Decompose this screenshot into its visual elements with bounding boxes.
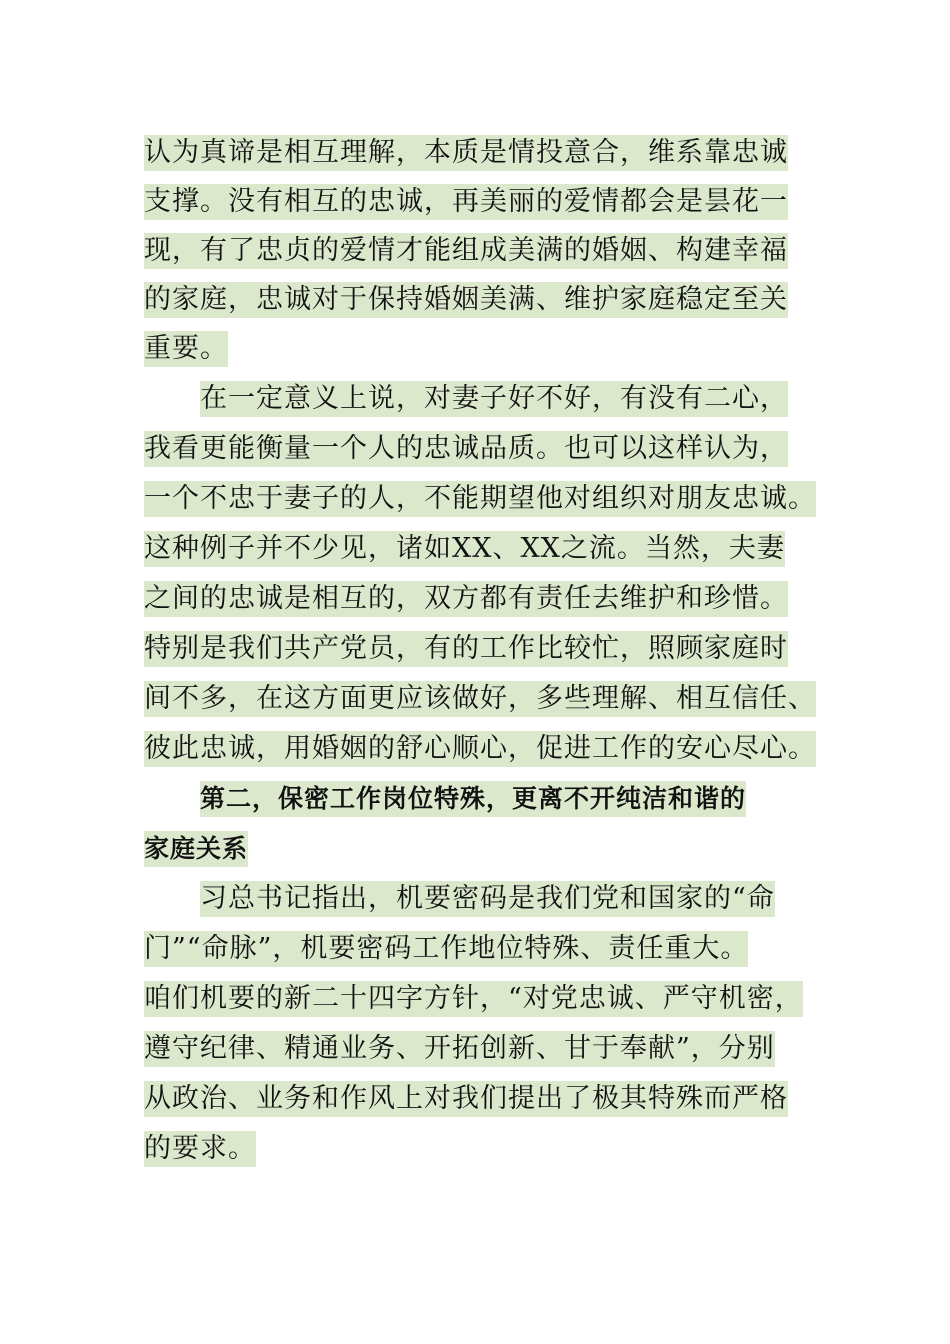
- section-heading: 家庭关系: [144, 831, 248, 867]
- text-line: 认为真谛是相互理解，本质是情投意合，维系靠忠诚: [144, 135, 788, 171]
- text-line: 之间的忠诚是相互的，双方都有责任去维护和珍惜。: [144, 581, 788, 617]
- text-line: 的家庭，忠诚对于保持婚姻美满、维护家庭稳定至关: [144, 282, 788, 318]
- text-line: 从政治、业务和作风上对我们提出了极其特殊而严格: [144, 1081, 788, 1117]
- text-line: 现，有了忠贞的爱情才能组成美满的婚姻、构建幸福: [144, 233, 788, 269]
- text-line: 重要。: [144, 331, 228, 367]
- text-line: 门”“命脉”，机要密码工作地位特殊、责任重大。: [144, 931, 748, 967]
- text-line: 我看更能衡量一个人的忠诚品质。也可以这样认为，: [144, 431, 788, 467]
- section-heading: 第二，保密工作岗位特殊，更离不开纯洁和谐的: [200, 781, 746, 817]
- text-line: 彼此忠诚，用婚姻的舒心顺心，促进工作的安心尽心。: [144, 731, 816, 767]
- text-line: 遵守纪律、精通业务、开拓创新、甘于奉献”，分别: [144, 1031, 775, 1067]
- text-line: 咱们机要的新二十四字方针，“对党忠诚、严守机密，: [144, 981, 803, 1017]
- text-line: 一个不忠于妻子的人，不能期望他对组织对朋友忠诚。: [144, 481, 816, 517]
- text-line: 的要求。: [144, 1131, 256, 1167]
- text-line: 习总书记指出，机要密码是我们党和国家的“命: [200, 881, 775, 917]
- text-line: 在一定意义上说，对妻子好不好，有没有二心，: [200, 381, 788, 417]
- text-line: 这种例子并不少见，诸如XX、XX之流。当然，夫妻: [144, 531, 785, 567]
- text-line: 支撑。没有相互的忠诚，再美丽的爱情都会是昙花一: [144, 184, 788, 220]
- text-line: 特别是我们共产党员，有的工作比较忙，照顾家庭时: [144, 631, 788, 667]
- text-line: 间不多，在这方面更应该做好，多些理解、相互信任、: [144, 681, 816, 717]
